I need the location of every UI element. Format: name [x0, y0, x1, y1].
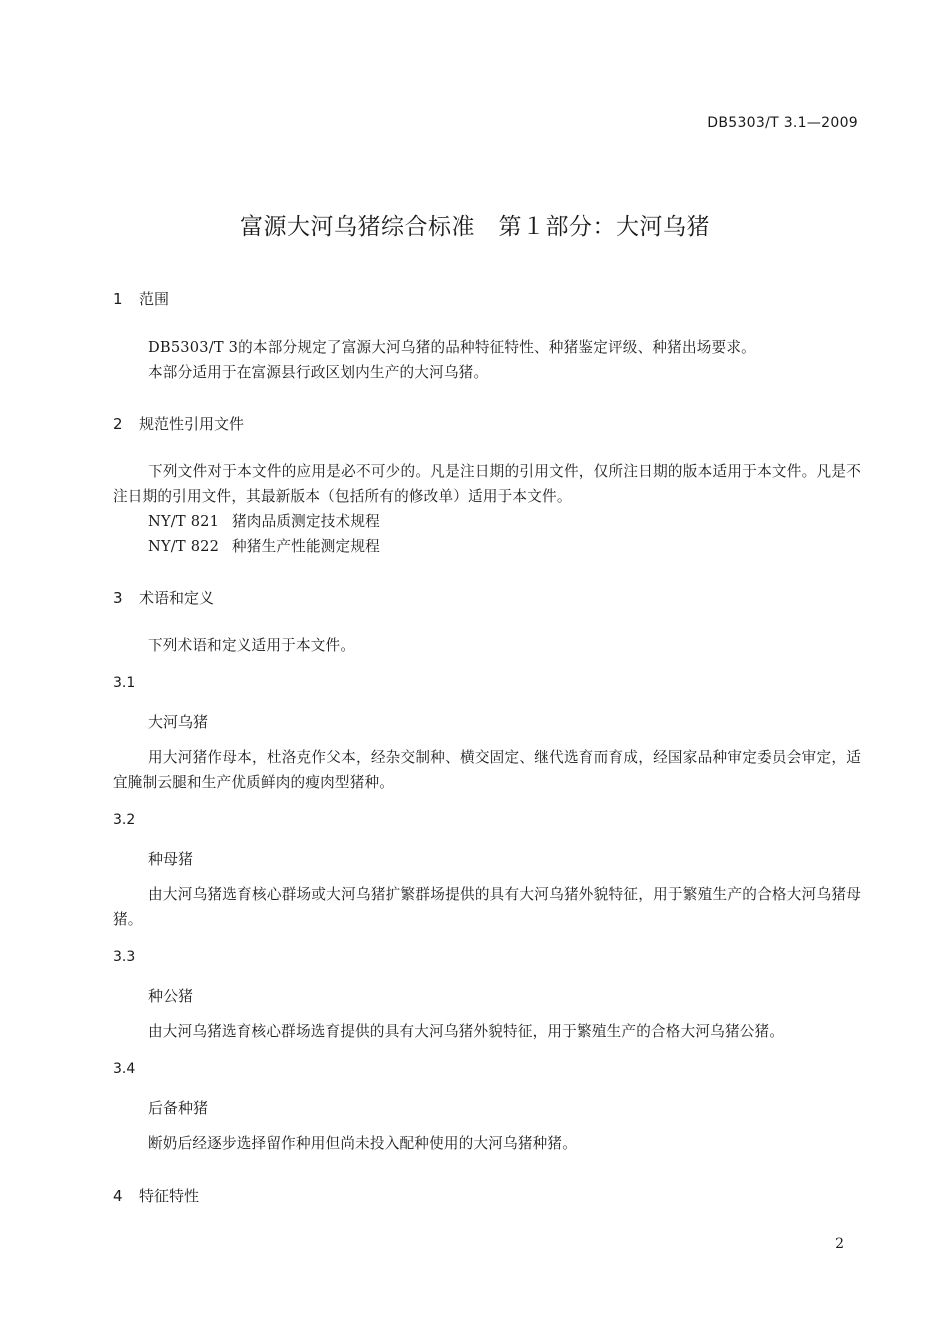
reference-title: 种猪生产性能测定规程	[232, 538, 380, 555]
term-definition: 由大河乌猪选育核心群场选育提供的具有大河乌猪外貌特征，用于繁殖生产的合格大河乌猪公猪。	[148, 1023, 785, 1040]
document-title: 富源大河乌猪综合标准 第１部分：大河乌猪	[240, 214, 710, 240]
reference-code: NY/T 822	[148, 538, 220, 555]
reference-item	[148, 534, 380, 559]
term-number: 3.4	[113, 1061, 136, 1077]
section-1-heading	[113, 288, 169, 309]
section-number: 1	[113, 290, 123, 308]
scope-paragraph-2: 本部分适用于在富源县行政区划内生产的大河乌猪。	[148, 364, 489, 381]
reference-title: 猪肉品质测定技术规程	[232, 513, 380, 530]
term-name: 后备种猪	[148, 1099, 209, 1117]
section-title: 特征特性	[139, 1187, 200, 1205]
section-3-heading	[113, 587, 214, 608]
standard-code: DB5303/T 3.1—2009	[707, 115, 858, 131]
term-number: 3.1	[113, 675, 136, 691]
terms-intro-paragraph: 下列术语和定义适用于本文件。	[148, 637, 356, 654]
term-name: 种公猪	[148, 987, 194, 1005]
term-number: 3.3	[113, 949, 136, 965]
normative-references-paragraph: 下列文件对于本文件的应用是必不可少的。凡是注日期的引用文件，仅所注日期的版本适用于本文件。凡是不注日期的引用文件，其最新版本（包括所有的修改单）适用于本文件。	[113, 463, 861, 505]
term-definition: 由大河乌猪选育核心群场或大河乌猪扩繁群场提供的具有大河乌猪外貌特征，用于繁殖生产的合格大河乌猪母猪。	[113, 886, 861, 928]
page-number: 2	[835, 1236, 844, 1252]
reference-item	[148, 509, 380, 534]
term-definition: 用大河猪作母本，杜洛克作父本，经杂交制种、横交固定、继代选育而育成，经国家品种审定委员会审定，适宜腌制云腿和生产优质鲜肉的瘦肉型猪种。	[113, 749, 861, 791]
section-title: 规范性引用文件	[139, 415, 245, 433]
term-name: 种母猪	[148, 850, 194, 868]
reference-code: NY/T 821	[148, 513, 220, 530]
section-number: 3	[113, 589, 123, 607]
term-name: 大河乌猪	[148, 713, 209, 731]
term-definition: 断奶后经逐步选择留作种用但尚未投入配种使用的大河乌猪种猪。	[148, 1135, 578, 1152]
section-title: 范围	[139, 290, 170, 308]
section-4-heading	[113, 1185, 199, 1206]
scope-paragraph-1: DB5303/T 3的本部分规定了富源大河乌猪的品种特征特性、种猪鉴定评级、种猪出场要求。	[148, 339, 756, 356]
section-title: 术语和定义	[139, 589, 215, 607]
section-2-heading	[113, 413, 244, 434]
section-number: 4	[113, 1187, 123, 1205]
section-number: 2	[113, 415, 123, 433]
term-number: 3.2	[113, 812, 136, 828]
